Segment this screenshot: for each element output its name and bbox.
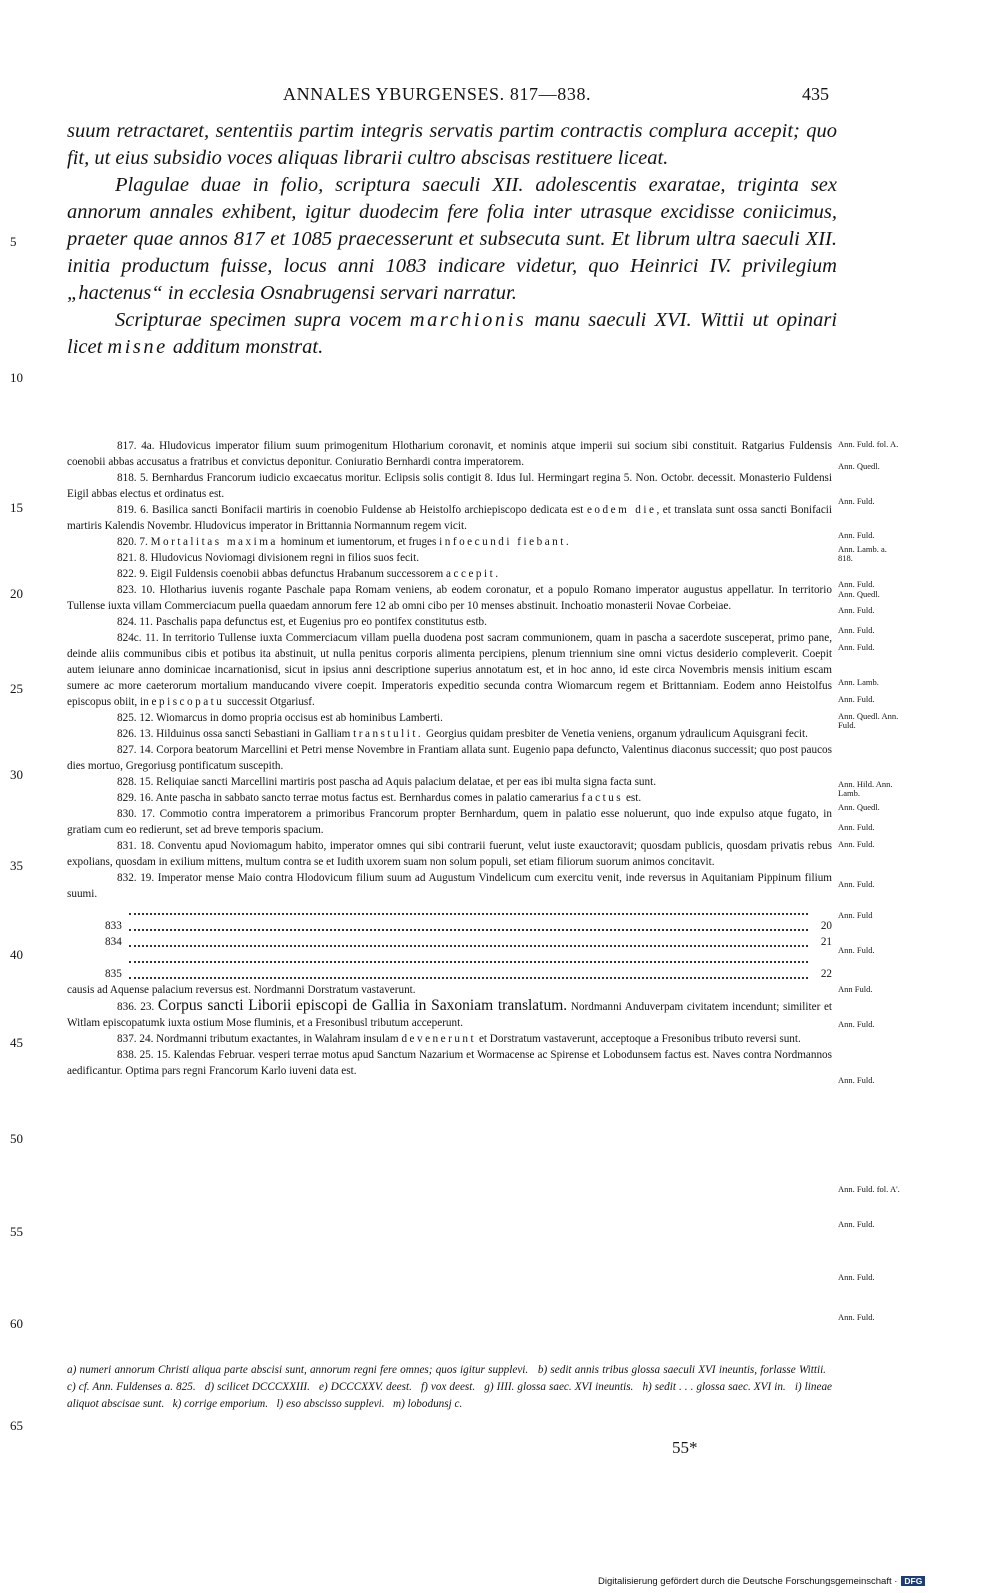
line-number: 30	[10, 767, 23, 782]
footnote-l: l) eso abscisso supplevi.	[276, 1398, 385, 1410]
entry-text: est.	[625, 792, 642, 804]
annal-entry-835-fragment: causis ad Aquense palacium reversus est. Nordmanni Dorstratum vastaverunt.	[67, 984, 416, 996]
marginal-source: Ann. Fuld.	[838, 694, 875, 704]
dot-leader	[129, 929, 808, 931]
marginal-source: Ann Fuld.	[838, 984, 873, 994]
entry-spaced-text: infoecundi fiebant.	[439, 536, 572, 548]
entry-text: 820. 7.	[117, 536, 148, 548]
marginal-source: Ann. Fuld.	[838, 1312, 875, 1322]
year-number: 833	[105, 920, 122, 932]
entry-text: hominum et iumentorum, et fruges	[280, 536, 437, 548]
marginal-source: Ann. Fuld. fol. A'.	[838, 1184, 900, 1194]
annals-text	[67, 438, 832, 1079]
annal-entry-828: 828. 15. Reliquiae sancti Marcellini martiris post pascha ad Aquis palacium delatae, et per eas ibi multa signa facta sunt.	[117, 776, 657, 788]
line-number: 25	[10, 681, 23, 696]
line-number: 65	[10, 1418, 23, 1433]
annal-entry-831: 831. 18. Conventu apud Noviomagum habito, imperator omnes qui sibi contrarii fuerunt, velut iuste exauctoravit; quosdam publicis, quosdam privatis rebus expolians, quosdam in exilium mittens, multum contra se et Iudith uxorem suam non solum populi, set etiam filiorum suorum animos concitavit.	[67, 840, 832, 868]
annal-entry-818: 818. 5. Bernhardus Francorum iudicio excaecatus moritur. Eclipsis solis contigit 8. Idus Iul. Hermingart regina 5. Non. Octobr. decessit. Monasterio Fuldensi Eigil abbas electus et ordinatus est.	[67, 472, 832, 500]
annal-entry-832: 832. 19. Imperator mense Maio contra Hlodovicum filium suum ad Augustum Vindelicum cum exercitu venit, inde reversus in Aquitaniam Pippinum filium suumi.	[67, 872, 832, 900]
line-number: 45	[10, 1035, 23, 1050]
marginal-source: Ann. Quedl.	[838, 461, 880, 471]
introduction	[67, 118, 837, 361]
intro-paragraph-2: Plagulae duae in folio, scriptura saeculi XII. adolescentis exaratae, triginta sex annorum annales exhibent, igitur duodecim fere folia inter utrasque excidisse coniicimus, praeter quae annos 817 et 1085 praecesserunt et subsecuta sunt. Et librum ultra saeculi XII. initia productum fuisse, locus anni 1083 indicare videtur, quo Heinrici IV. privilegium „hactenus“ in ecclesia Osnabrugensi servari narratur.	[67, 174, 837, 304]
footnote-f: f) vox deest.	[420, 1381, 476, 1393]
footnote-m: m) lobodunsj c.	[392, 1398, 463, 1410]
annal-entry-826	[67, 726, 832, 742]
dot-leader	[129, 977, 808, 979]
marginal-source: Ann. Fuld.	[838, 642, 875, 652]
footnote-a: a) numeri annorum Christi aliqua parte abscisi sunt, annorum regni fere omnes; quos igitur supplevi.	[67, 1364, 529, 1376]
entry-large-text: Corpus sancti Liborii episcopi de Gallia in Saxoniam translatum.	[157, 997, 568, 1014]
footnote-d: d) scilicet DCCCXXIII.	[204, 1381, 310, 1393]
annal-entry-821: 821. 8. Hludovicus Noviomagi divisionem regni in filios suos fecit.	[117, 552, 420, 564]
running-title: ANNALES YBURGENSES. 817—838.	[283, 84, 592, 104]
line-number: 15	[10, 500, 23, 515]
marginal-source: Ann. Fuld.	[838, 839, 875, 849]
footnote-k: k) corrige emporium.	[172, 1398, 269, 1410]
marginal-source: Ann. Fuld.	[838, 1019, 875, 1029]
footnotes	[67, 1362, 832, 1413]
year-number: 835	[105, 968, 122, 980]
entry-text: Nordmanni Anduverpam civitatem incendunt; similiter et Witlam episcopatumk iuxta ostium Mose fluminis, et a Fresonibusl tributum acceperunt.	[67, 1001, 833, 1029]
entry-text: , et translata sunt ossa sancti Bonifacii martiris Kalendis Novembr. Hludovicus imperator in Brittannia Normannum regem vicit.	[67, 504, 832, 532]
regnal-number: 20	[820, 920, 832, 932]
entry-text: 837. 24. Nordmanni tributum exactantes, in Walahram insulam	[117, 1033, 399, 1045]
dot-leader	[129, 913, 808, 915]
entry-spaced-text: transtulit.	[353, 728, 424, 740]
digitization-footer	[598, 1576, 925, 1587]
footer-credit: Digitalisierung gefördert durch die Deutsche Forschungsgemeinschaft ·	[598, 1576, 898, 1587]
annal-entry-838: 838. 25. 15. Kalendas Februar. vesperi terrae motus apud Sanctum Nazarium et Wormacense ac Spirense et Lobodunsem factus est. Naves contra Nordmannos aedificantur. Optima pars regni Francorum Karlo iuveni data est.	[67, 1049, 832, 1077]
intro-spaced-word: misne	[107, 336, 168, 358]
entry-text: 824c. 11. In territorio Tullense iuxta Commerciacum villam puella duodena post sacram communionem, quam in pascha a sacerdote susceperat, primo pane, deinde aliis communibus cibis et potibus ita abstinuit, ut nulla penitus corporis alimenta percipiens, plenum triennium sine omni victus desiderio compleverit. Coepit autem ieiunare anno dominicae incarnationisd, sicut in ipsius anni descriptione superius annotatum est, et in hoc anno, id este circa Novembris mensis initium escam sumere ac more caeterorum mortalium manducando vivere coepit. Imperatoris expeditio secunda contra Wiomarcum regem et Brittanniam. Eodem anno Heistolfus episcopus obiit, in	[67, 632, 832, 708]
line-number: 35	[10, 858, 23, 873]
annal-entry-822	[67, 566, 832, 582]
marginal-source: Ann. Lamb.	[838, 677, 879, 687]
regnal-number: 21	[820, 936, 832, 948]
page-number: 435	[802, 84, 829, 104]
footnote-e: e) DCCCXXV. deest.	[319, 1381, 412, 1393]
marginal-source: Ann. Hild. Ann. Lamb.	[838, 779, 893, 798]
entry-text: 819. 6. Basilica sancti Bonifacii martiris in coenobio Fuldense ab Heistolfo archiepiscopo dedicata est	[117, 504, 584, 516]
entry-text: 829. 16. Ante pascha in sabbato sancto terrae motus factus est. Bernhardus comes in palatio camerarius	[117, 792, 579, 804]
intro-text: Scripturae specimen supra vocem	[115, 309, 402, 331]
marginal-source: Ann. Fuld.	[838, 1075, 875, 1085]
marginal-source: Ann. Quedl.	[838, 589, 880, 599]
annal-entry-825: 825. 12. Wiomarcus in domo propria occisus est ab hominibus Lamberti.	[117, 712, 443, 724]
marginal-source: Ann. Fuld.	[838, 1219, 875, 1229]
marginal-source: Ann. Fuld.	[838, 530, 875, 540]
footnote-c: c) cf. Ann. Fuldenses a. 825.	[67, 1381, 196, 1393]
marginal-source: Ann. Quedl. Ann. Fuld.	[838, 711, 899, 730]
marginal-source: Ann. Fuld.	[838, 625, 875, 635]
marginal-source: Ann. Lamb. a. 818.	[838, 544, 887, 563]
footnote-i: i) lineae aliquot abscisae sunt.	[67, 1381, 833, 1410]
marginal-source: Ann. Fuld.	[838, 879, 875, 889]
marginal-source: Ann. Quedl.	[838, 802, 880, 812]
intro-text: manu saeculi XVI. Wittii ut opinari licet	[67, 309, 838, 358]
lacuna-dots	[67, 902, 832, 918]
entry-text: et Dorstratum vastaverunt, acceptoque a Fresonibus tributo reversi sunt.	[478, 1033, 801, 1045]
footnote-g: g) IIII. glossa saec. XVI ineuntis.	[484, 1381, 634, 1393]
footnote-b: b) sedit annis tribus glossa saeculi XVI ineuntis, forlasse Wittii.	[537, 1364, 826, 1376]
annal-entry-824c	[67, 630, 832, 710]
annal-entry-827: 827. 14. Corpora beatorum Marcellini et Petri mense Novembre in Frantiam allata sunt. Eugenio papa defuncto, Valentinus diaconus successit; quo post paucos dies mortuo, Gregoriusg pontificatum suscepith.	[67, 744, 832, 772]
entry-text: 836. 23.	[117, 1001, 155, 1013]
annal-entry-836	[67, 998, 832, 1031]
annal-entry-837	[67, 1031, 832, 1047]
annal-entry-820	[67, 534, 832, 550]
line-number: 50	[10, 1131, 23, 1146]
marginal-source: Ann. Fuld	[838, 910, 873, 920]
entry-spaced-text: accepit.	[446, 568, 501, 580]
line-number: 10	[10, 370, 23, 385]
marginal-source: Ann. Fuld.	[838, 605, 875, 615]
running-header	[0, 80, 1000, 110]
entry-text: 822. 9. Eigil Fuldensis coenobii abbas defunctus Hrabanum successorem	[117, 568, 444, 580]
entry-spaced-text: episcopatu	[151, 696, 225, 708]
marginal-source: Ann. Fuld. fol. A.	[838, 439, 899, 449]
marginal-source: Ann. Fuld.	[838, 579, 875, 589]
entry-spaced-text: eodem die	[586, 504, 657, 516]
annal-entry-819	[67, 502, 832, 534]
entry-text: successit Otgariusf.	[227, 696, 315, 708]
entry-spaced-text: devenerunt	[401, 1033, 477, 1045]
line-number: 20	[10, 586, 23, 601]
entry-text: Georgius quidam presbiter de Venetia veniens, organum ydraulicum Aquisgrani fecit.	[426, 728, 808, 740]
marginal-source: Ann. Fuld.	[838, 822, 875, 832]
missing-year-835	[67, 966, 832, 982]
line-number: 60	[10, 1316, 23, 1331]
dot-leader	[129, 961, 808, 963]
entry-text: 826. 13. Hilduinus ossa sancti Sebastiani in Galliam	[117, 728, 351, 740]
signature-mark: 55*	[672, 1438, 698, 1457]
marginal-source: Ann. Fuld.	[838, 945, 875, 955]
intro-text: additum monstrat.	[172, 336, 324, 358]
entry-spaced-text: factus	[581, 792, 624, 804]
missing-year-834	[67, 934, 832, 950]
annal-entry-830: 830. 17. Commotio contra imperatorem a primoribus Francorum propter Bernhardum, quem in palatio esse noluerunt, quo inde expulso atque fugato, in gratiam cum eo redierunt, set ad breve temporis spacium.	[67, 808, 832, 836]
lacuna-dots	[67, 950, 832, 966]
line-number: 40	[10, 947, 23, 962]
annal-entry-823: 823. 10. Hlotharius iuvenis rogante Paschale papa Romam veniens, ab eodem coronatur, et a populo Romano imperator augustus appellatur. In territorio Tullense iuxta villam Commerciacum puella quaedam annorum fere 12 ab omni cibo per 10 menses abstinuit. Inchoatio monasterii Novae Corbeiae.	[67, 584, 832, 612]
missing-year-833	[67, 918, 832, 934]
year-number: 834	[105, 936, 122, 948]
line-number: 5	[10, 234, 17, 249]
marginal-source: Ann. Fuld.	[838, 496, 875, 506]
entry-spaced-text: Mortalitas maxima	[150, 536, 278, 548]
intro-paragraph-1: suum retractaret, sententiis partim integris servatis partim contractis complura accepit; quo fit, ut eius subsidio voces aliquas librarii cultro abscisas restituere liceat.	[67, 120, 837, 169]
dfg-logo: DFG	[901, 1576, 925, 1586]
regnal-number: 22	[820, 968, 832, 980]
line-number: 55	[10, 1224, 23, 1239]
intro-spaced-word: marchionis	[409, 309, 527, 331]
annal-entry-824: 824. 11. Paschalis papa defunctus est, et Eugenius pro eo pontifex constitutus estb.	[117, 616, 487, 628]
annal-entry-817: 817. 4a. Hludovicus imperator filium suum primogenitum Hlotharium coronavit, et nominis atque imperii sui socium sibi constituit. Ratgarius Fuldensis coenobii abbas accusatus a fratribus et convictus deponitur. Coniuratio Bernhardi contra imperatorem.	[67, 440, 832, 468]
footnote-h: h) sedit . . . glossa saec. XVI in.	[642, 1381, 786, 1393]
dot-leader	[129, 945, 808, 947]
annal-entry-829	[67, 790, 832, 806]
intro-paragraph-3	[67, 307, 837, 361]
marginal-source: Ann. Fuld.	[838, 1272, 875, 1282]
